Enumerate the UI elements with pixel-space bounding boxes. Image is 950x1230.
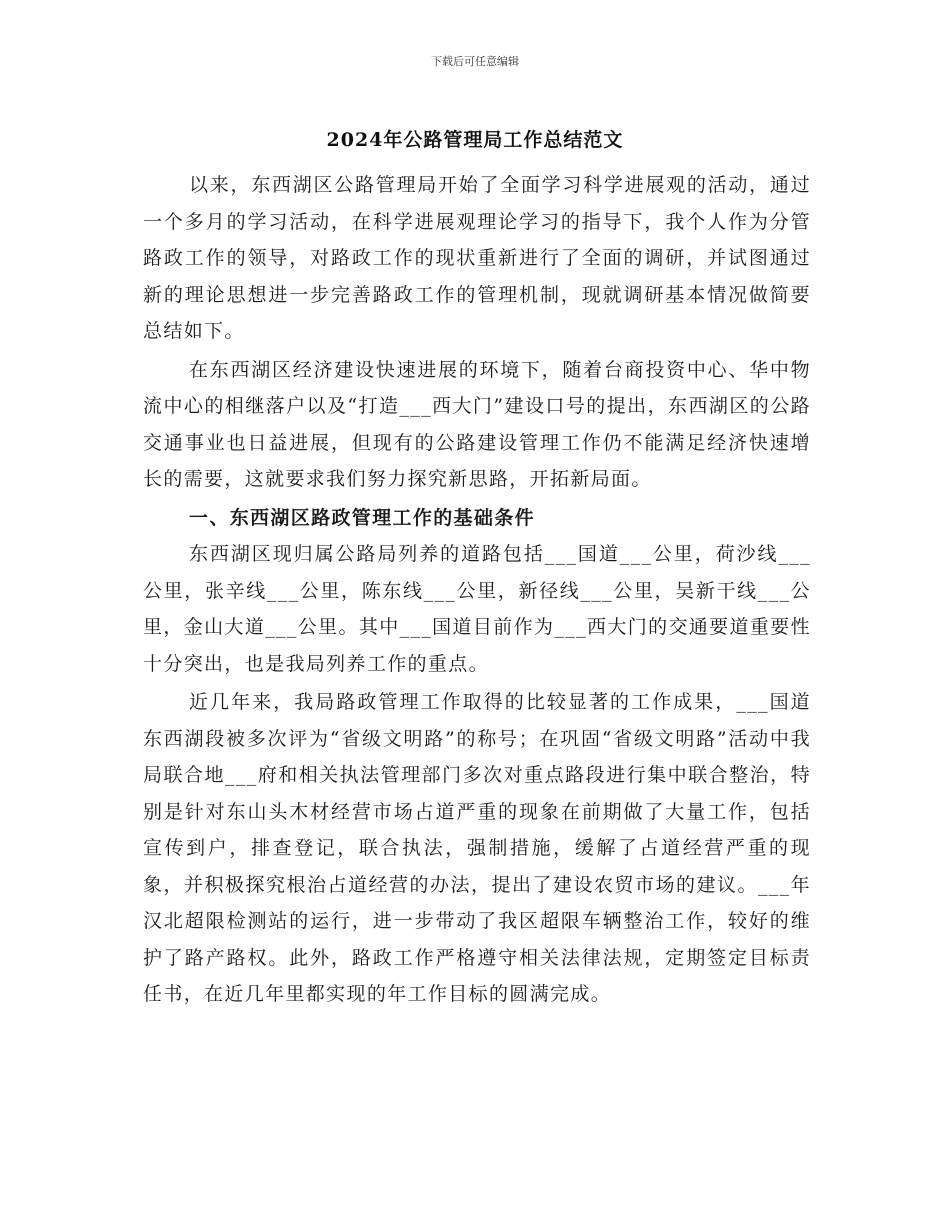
section-paragraph: 近几年来，我局路政管理工作取得的比较显著的工作成果，___国道东西湖段被多次评为“省级文明路”的称号；在巩固“省级文明路”活动中我局联合地___府和相关执法管理部门多次对重点路段进行集中联合整治，特别是针对东山头木材经营市场占道严重的现象在前期做了大量工作，包括宣传到户，排查登记，联合执法，强制措施，缓解了占道经营严重的现象，并积极探究根治占道经营的办法，提出了建设农贸市场的建议。___年汉北超限检测站的运行，进一步带动了我区超限车辆整治工作，较好的维护了路产路权。此外，路政工作严格遵守相关法律法规，定期签定目标责任书，在近几年里都实现的年工作目标的圆满完成。 — [143, 691, 811, 1005]
context-paragraph: 在东西湖区经济建设快速进展的环境下，随着台商投资中心、华中物流中心的相继落户以及“打造___西大门”建设口号的提出，东西湖区的公路交通事业也日益进展，但现有的公路建设管理工作仍不能满足经济快速增长的需要，这就要求我们努力探究新思路，开拓新局面。 — [143, 358, 811, 490]
header-note: 下载后可任意编辑 — [431, 55, 519, 68]
section-paragraph: 东西湖区现归属公路局列养的道路包括___国道___公里，荷沙线___公里，张辛线___公里，陈东线___公里，新径线___公里，吴新干线___公里，金山大道___公里。其中___国道目前作为___西大门的交通要道重要性十分突出，也是我局列养工作的重点。 — [143, 543, 811, 675]
document-title: 2024年公路管理局工作总结范文 — [326, 129, 624, 151]
section-heading: 一、东西湖区路政管理工作的基础条件 — [189, 506, 535, 529]
document-body — [143, 167, 811, 1013]
intro-paragraph: 以来，东西湖区公路管理局开始了全面学习科学进展观的活动，通过一个多月的学习活动，在科学进展观理论学习的指导下，我个人作为分管路政工作的领导，对路政工作的现状重新进行了全面的调研，并试图通过新的理论思想进一步完善路政工作的管理机制，现就调研基本情况做简要总结如下。 — [143, 174, 811, 342]
